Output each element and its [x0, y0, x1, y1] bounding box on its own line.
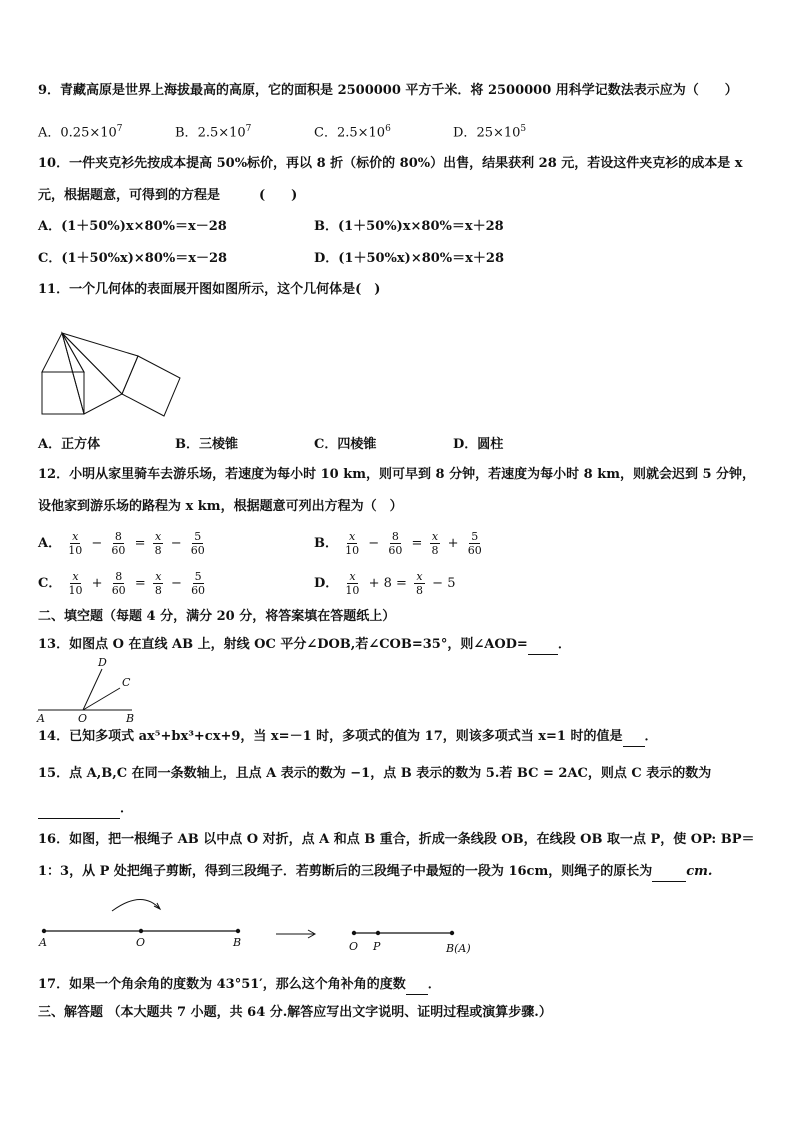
q12-option-a: A． $\frac{x}{10}$ − $\frac{8}{60}$ = $\frac{x}{8}$ − $\frac{5}{60}$: [38, 530, 205, 557]
q11-net-figure: [40, 328, 185, 418]
fold-arrow-arc: [112, 899, 160, 911]
q17-text: 17．如果一个角余角的度数为 43°51′，那么这个角补角的度数 ．: [38, 976, 441, 995]
label-b: B: [126, 712, 135, 725]
q9-text: 9．青藏高原是世界上海拔最高的高原，它的面积是 2500000 平方千米．将 2500000 用科学记数法表示应为（ ）: [38, 83, 738, 98]
point-b: [236, 929, 240, 933]
q9-option-c: C．$2.5\times 10^6$: [314, 124, 391, 141]
q10-option-b: B．(1＋50%)x×80%＝x＋28: [314, 219, 504, 234]
label-c: C: [122, 676, 131, 689]
q15-answer-line: ．: [38, 800, 133, 819]
q12-line2: 设他家到游乐场的路程为 x km，根据题意可列出方程为（ ）: [38, 499, 403, 514]
q14-answer-blank: [623, 728, 645, 747]
q10-option-d: D．(1＋50%x)×80%＝x＋28: [314, 251, 504, 266]
q9-option-a: A．$0.25\times 10^7$: [38, 124, 123, 141]
q11-option-b: B．三棱锥: [175, 437, 238, 452]
q10-line2: 元，根据题意，可得到的方程是 ( ): [38, 188, 298, 203]
net-triangle-3: [62, 333, 122, 414]
net-triangle-4: [62, 333, 138, 394]
label-a: A: [39, 936, 47, 949]
point-p: [376, 931, 380, 935]
q14-text: 14．已知多项式 ax⁵+bx³+cx+9，当 x=－1 时，多项式的值为 17，则该多项式当 x=1 时的值是 ．: [38, 728, 658, 747]
q13-text: 13．如图点 O 在直线 AB 上，射线 OC 平分∠DOB,若∠COB=35°，则∠AOD= ．: [38, 636, 571, 655]
label-p: P: [373, 940, 381, 953]
label-ba: B(A): [446, 942, 471, 955]
label-o: O: [136, 936, 146, 949]
q12-option-c: C． $\frac{x}{10}$ + $\frac{8}{60}$ = $\frac{x}{8}$ − $\frac{5}{60}$: [38, 570, 206, 597]
q16-rope-figure: [36, 893, 476, 955]
label-o: O: [78, 712, 88, 725]
q11-option-c: C．四棱锥: [314, 437, 377, 452]
q9-option-d: D．$25\times 10^5$: [453, 124, 527, 141]
q9-option-b: B．$2.5\times 10^7$: [175, 124, 252, 141]
label-d: D: [98, 656, 107, 669]
section-2-heading: 二、填空题（每题 4 分，满分 20 分，将答案填在答题纸上）: [38, 609, 396, 624]
point-ba: [450, 931, 454, 935]
q11-option-a: A．正方体: [38, 437, 101, 452]
net-square-side: [122, 356, 180, 416]
q15-text: 15．点 A,B,C 在同一条数轴上，且点 A 表示的数为 −1，点 B 表示的数为 5.若 BC = 2AC，则点 C 表示的数为: [38, 766, 712, 781]
q10-option-c: C．(1＋50%x)×80%＝x－28: [38, 251, 228, 266]
q11-text: 11．一个几何体的表面展开图如图所示，这个几何体是( ): [38, 282, 381, 297]
q16-answer-blank: [652, 863, 686, 882]
net-square-base: [42, 372, 84, 414]
q16-line1: 16．如图，把一根绳子 AB 以中点 O 对折，点 A 和点 B 重合，折成一条线段 OB，在线段 OB 取一点 P，使 OP: BP＝: [38, 832, 755, 847]
q10-option-a: A．(1＋50%)x×80%＝x－28: [38, 219, 227, 234]
net-triangle-1: [42, 333, 84, 372]
point-a: [42, 929, 46, 933]
point-o2: [352, 931, 356, 935]
section-3-heading: 三、解答题 （本大题共 7 小题，共 64 分.解答应写出文字说明、证明过程或演算步骤.）: [38, 1005, 552, 1020]
q16-line2: 1：3，从 P 处把绳子剪断，得到三段绳子．若剪断后的三段绳子中最短的一段为 16cm，则绳子的原长为 cm.: [38, 863, 712, 882]
label-o2: O: [349, 940, 359, 953]
q15-answer-blank: [38, 800, 120, 819]
point-o: [139, 929, 143, 933]
q13-angle-figure: [36, 656, 146, 724]
q10-line1: 10．一件夹克衫先按成本提高 50%标价，再以 8 折（标价的 80%）出售，结果获利 28 元，若设这件夹克衫的成本是 x: [38, 156, 743, 171]
q11-option-d: D．圆柱: [453, 437, 504, 452]
q12-line1: 12．小明从家里骑车去游乐场，若速度为每小时 10 km，则可早到 8 分钟，若速度为每小时 8 km，则就会迟到 5 分钟，: [38, 467, 756, 482]
q12-option-b: B． $\frac{x}{10}$ − $\frac{8}{60}$ = $\frac{x}{8}$ + $\frac{5}{60}$: [314, 530, 482, 557]
label-b: B: [233, 936, 242, 949]
q13-answer-blank: [528, 636, 558, 655]
q17-answer-blank: [406, 976, 428, 995]
label-a: A: [37, 712, 45, 725]
q12-option-d: D． $\frac{x}{10}$ + 8 = $\frac{x}{8}$ − 5: [314, 570, 456, 597]
